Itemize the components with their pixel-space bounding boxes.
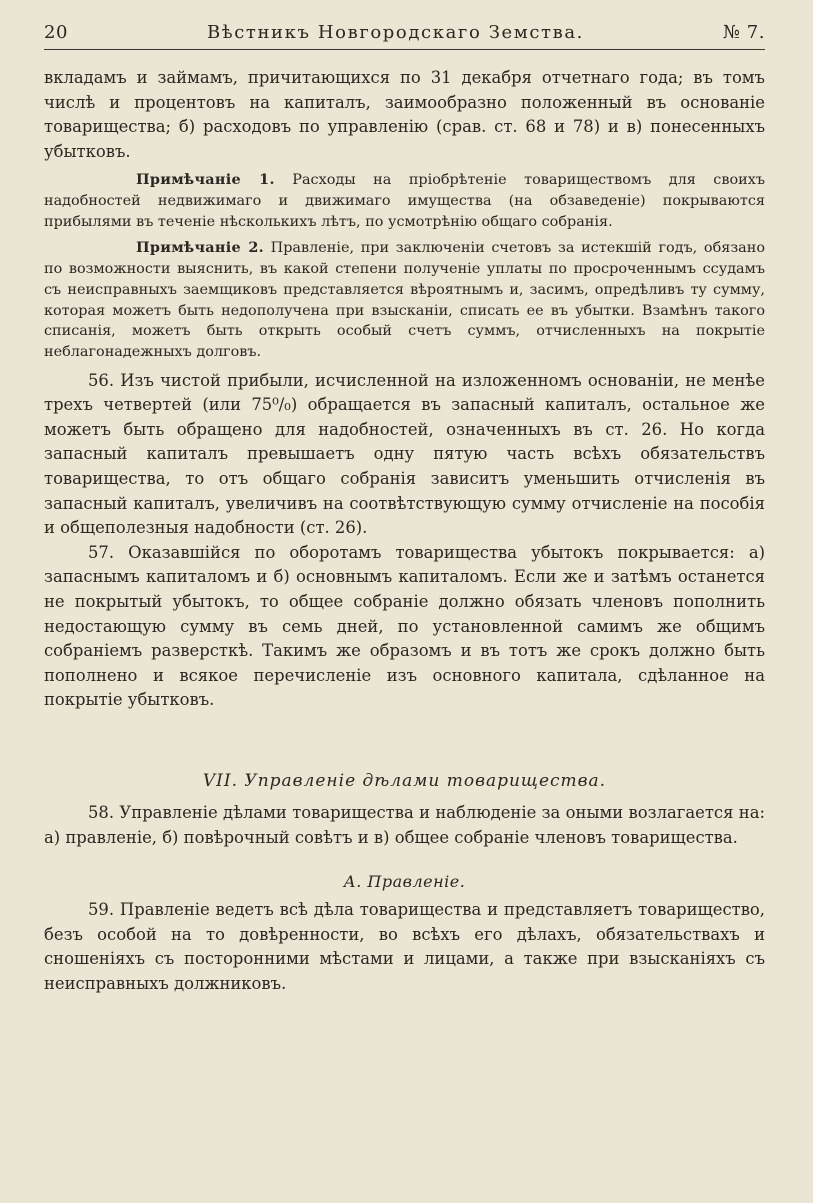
note-2-text: Правленіе, при заключеніи счетовъ за истекшій годъ, обязано по возможности выяснить, въ какой степени полученіе уплаты по просроченнымъ ссудамъ съ неисправныхъ заемщиковъ представляется вѣроятнымъ и, засимъ, опредѣливъ ту сумму, которая можетъ быть недополучена при взысканіи, списать ее въ убытки. Взамѣнъ такого списанія, можетъ быть открыть особый счетъ суммъ, отчисленныхъ на покрытіе неблагонадежныхъ долговъ. [44, 240, 765, 360]
note-2-lead: Примѣчаніе 2. [136, 239, 264, 257]
subsection-heading-a: А. Правленіе. [343, 872, 466, 892]
running-header [44, 22, 765, 50]
article-58: 58. Управленіе дѣлами товарищества и наблюденіе за оными возлагается на: а) правленіе, б) повѣрочный совѣтъ и в) общее собраніе членовъ товарищества. [44, 803, 765, 847]
note-1 [44, 170, 765, 232]
page-number: 20 [44, 22, 68, 43]
body-text [44, 66, 765, 997]
note-1-text: Расходы на пріобрѣтеніе товариществомъ для своихъ надобностей недвижимаго и движимаго имущества (на обзаведеніе) покрываются прибылями въ теченіе нѣсколькихъ лѣтъ, по усмотрѣнію общаго собранія. [44, 172, 765, 230]
article-59: 59. Правленіе ведетъ всѣ дѣла товарищества и представляетъ товарищество, безъ особой на то довѣренности, во всѣхъ его дѣлахъ, обязательствахъ и сношеніяхъ съ посторонними мѣстами и лицами, а также при взысканіяхъ съ неисправныхъ должниковъ. [44, 900, 765, 993]
note-2 [44, 238, 765, 362]
note-1-lead: Примѣчаніе 1. [136, 171, 275, 189]
section-heading-vii: VII. Управленіе дѣлами товарищества. [202, 771, 607, 792]
article-57: 57. Оказавшійся по оборотамъ товарищества убытокъ покрывается: а) запаснымъ капиталомъ и б) основнымъ капиталомъ. Если же и затѣмъ останется не покрытый убытокъ, то общее собраніе должно обязать членовъ пополнить недостающую сумму въ семь дней, по установленной самимъ же общимъ собраніемъ разверсткѣ. Такимъ же образомъ и въ тотъ же срокъ должно быть пополнено и всякое перечисленіе изъ основного капитала, сдѣланное на покрытіе убытковъ. [44, 542, 765, 710]
paragraph-intro: вкладамъ и займамъ, причитающихся по 31 декабря отчетнаго года; въ томъ числѣ и процентовъ на капиталъ, заимообразно положенный въ основаніе товарищества; б) расходовъ по управленію (срав. ст. 68 и 78) и в) понесенныхъ убытковъ. [44, 68, 765, 161]
issue-number: № 7. [723, 22, 765, 43]
article-56: 56. Изъ чистой прибыли, исчисленной на изложенномъ основаніи, не менѣе трехъ четвертей (или 75⁰/₀) обращается въ запасный капиталъ, остальное же можетъ быть обращено для надобностей, означенныхъ въ ст. 26. Но когда запасный капиталъ превышаетъ одну пятую часть всѣхъ обязательствъ товарищества, то отъ общаго собранія зависитъ уменьшить отчисленія въ запасный капиталъ, увеличивъ на соотвѣтствующую сумму отчисленіе на пособія и общеполезныя надобности (ст. 26). [44, 370, 765, 538]
journal-title: Вѣстникъ Новгородскаго Земства. [206, 22, 585, 43]
